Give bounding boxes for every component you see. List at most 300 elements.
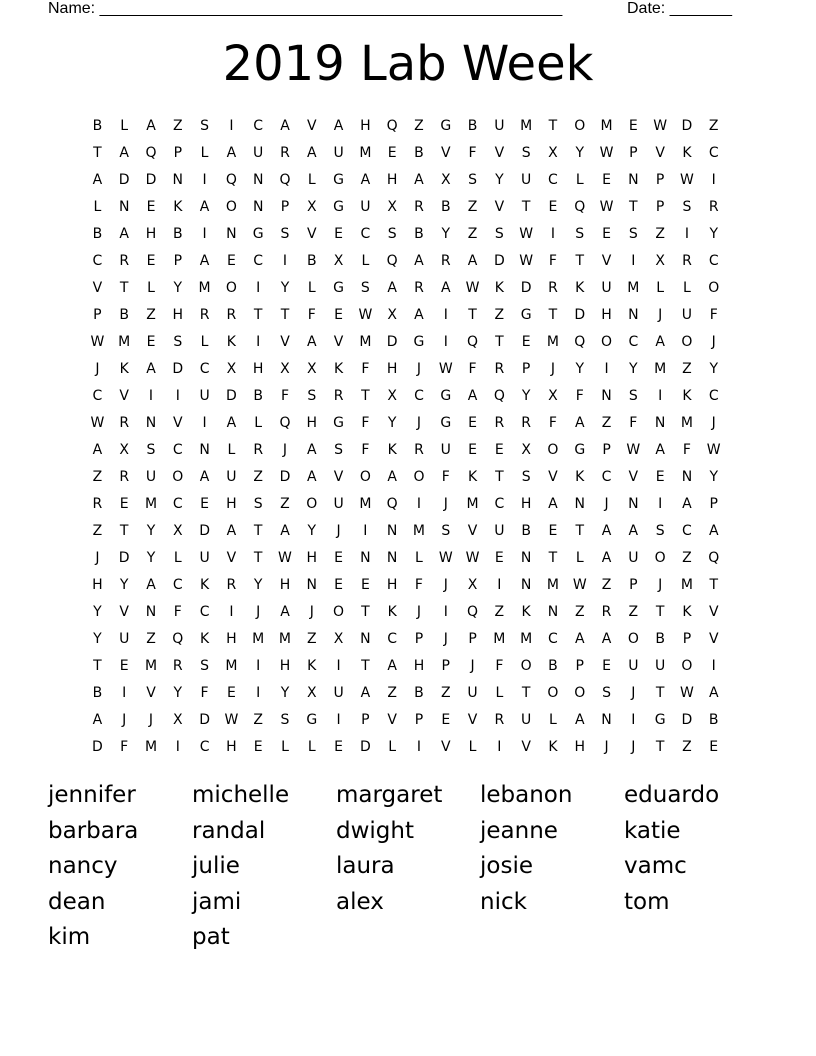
grid-cell: O	[359, 468, 371, 485]
grid-cell: R	[682, 252, 692, 269]
grid-cell: D	[199, 522, 210, 539]
grid-cell: N	[118, 198, 130, 215]
grid-cell: R	[199, 306, 210, 323]
grid-cell: X	[306, 198, 317, 215]
grid-cell: A	[601, 522, 612, 539]
grid-cell: X	[521, 441, 531, 458]
grid-cell: P	[93, 306, 102, 323]
grid-cell: K	[307, 657, 317, 674]
grid-cell: F	[361, 414, 370, 431]
grid-cell: N	[628, 306, 639, 323]
grid-cell: Y	[173, 279, 183, 296]
grid-cell: D	[681, 711, 693, 728]
grid-cell: N	[628, 171, 639, 188]
grid-cell: Z	[92, 468, 103, 485]
grid-cell: Y	[280, 684, 290, 701]
grid-cell: V	[708, 603, 719, 620]
grid-cell: C	[708, 144, 719, 161]
grid-cell: A	[226, 522, 237, 539]
grid-cell: R	[521, 414, 532, 431]
grid-cell: O	[333, 603, 345, 620]
grid-cell: G	[333, 198, 344, 215]
grid-cell: T	[575, 252, 585, 269]
grid-cell: I	[256, 333, 261, 350]
grid-cell: V	[333, 468, 344, 485]
grid-cell: E	[146, 333, 156, 350]
grid-cell: M	[466, 495, 479, 512]
grid-cell: B	[414, 225, 424, 242]
grid-cell: B	[306, 252, 317, 269]
grid-cell: Z	[682, 360, 692, 377]
grid-cell: A	[440, 279, 451, 296]
grid-cell: W	[278, 549, 292, 566]
grid-cell: R	[119, 468, 130, 485]
grid-cell: Y	[146, 522, 156, 539]
grid-cell: R	[172, 657, 183, 674]
grid-cell: I	[416, 495, 422, 512]
grid-cell: E	[146, 252, 156, 269]
grid-cell: Z	[92, 522, 103, 539]
grid-cell: R	[226, 306, 237, 323]
grid-cell: C	[387, 630, 398, 647]
grid-cell: R	[548, 279, 558, 296]
grid-cell: H	[172, 306, 184, 323]
grid-cell: G	[333, 279, 344, 296]
grid-cell: A	[682, 495, 692, 512]
grid-cell: R	[119, 414, 130, 431]
grid-cell: U	[655, 657, 666, 674]
grid-cell: Y	[575, 144, 585, 161]
grid-cell: S	[468, 171, 477, 188]
grid-cell: E	[334, 225, 343, 242]
grid-cell: O	[627, 630, 639, 647]
grid-cell: H	[226, 738, 237, 755]
grid-cell: X	[333, 252, 344, 269]
grid-cell: X	[119, 441, 129, 458]
grid-cell: M	[359, 144, 372, 161]
grid-cell: V	[628, 468, 639, 485]
grid-cell: G	[252, 225, 264, 242]
grid-cell: L	[120, 117, 129, 134]
grid-cell: A	[628, 522, 639, 539]
grid-cell: R	[253, 441, 264, 458]
grid-cell: V	[173, 414, 183, 431]
grid-cell: R	[494, 414, 505, 431]
grid-cell: J	[658, 306, 663, 323]
grid-cell: R	[494, 360, 505, 377]
grid-cell: W	[224, 711, 239, 728]
grid-cell: J	[416, 360, 422, 377]
grid-cell: M	[118, 333, 131, 350]
grid-cell: E	[709, 738, 719, 755]
grid-cell: E	[200, 495, 210, 512]
grid-cell: L	[200, 333, 209, 350]
grid-cell: Y	[173, 684, 183, 701]
grid-cell: A	[708, 522, 719, 539]
grid-cell: Z	[172, 117, 183, 134]
grid-cell: F	[468, 360, 477, 377]
grid-cell: C	[601, 468, 612, 485]
grid-cell: O	[306, 495, 318, 512]
grid-cell: J	[604, 495, 609, 512]
grid-cell: T	[548, 117, 558, 134]
grid-cell: V	[333, 333, 344, 350]
grid-cell: V	[92, 279, 103, 296]
grid-cell: J	[470, 657, 475, 674]
grid-cell: I	[443, 306, 448, 323]
grid-cell: A	[655, 441, 665, 458]
grid-cell: H	[386, 360, 398, 377]
grid-cell: I	[336, 657, 341, 674]
word-list-item: dwight	[336, 817, 414, 844]
grid-cell: R	[414, 441, 424, 458]
grid-cell: A	[387, 279, 397, 296]
grid-cell: P	[521, 360, 531, 377]
grid-cell: E	[628, 117, 638, 134]
grid-cell: S	[253, 495, 263, 512]
grid-cell: T	[93, 657, 102, 674]
grid-cell: X	[306, 684, 317, 701]
grid-cell: E	[521, 333, 531, 350]
grid-cell: D	[118, 549, 130, 566]
word-list-item: laura	[336, 853, 395, 879]
grid-cell: M	[359, 495, 372, 512]
grid-cell: K	[199, 630, 210, 647]
grid-cell: A	[601, 549, 612, 566]
grid-cell: Z	[440, 684, 451, 701]
grid-cell: W	[438, 360, 453, 377]
grid-cell: A	[146, 360, 156, 377]
word-list-item: jennifer	[48, 782, 136, 808]
grid-cell: V	[306, 225, 317, 242]
word-list-item: julie	[192, 853, 240, 879]
word-list-item: alex	[336, 888, 384, 915]
grid-cell: U	[494, 117, 505, 134]
grid-cell: A	[226, 414, 237, 431]
grid-cell: V	[521, 738, 531, 755]
grid-cell: I	[631, 252, 636, 269]
grid-cell: E	[468, 441, 477, 458]
grid-cell: C	[172, 576, 183, 593]
grid-cell: C	[414, 387, 424, 404]
grid-cell: U	[628, 657, 639, 674]
grid-cell: H	[413, 657, 425, 674]
grid-cell: J	[282, 441, 288, 458]
grid-cell: R	[414, 198, 424, 215]
grid-cell: Q	[145, 144, 157, 161]
grid-cell: A	[548, 495, 558, 512]
grid-cell: O	[520, 657, 532, 674]
grid-cell: J	[604, 738, 609, 755]
grid-cell: E	[468, 414, 477, 431]
grid-cell: Y	[387, 414, 397, 431]
grid-cell: B	[414, 684, 424, 701]
grid-cell: A	[306, 468, 317, 485]
grid-cell: A	[280, 603, 290, 620]
grid-cell: F	[629, 414, 638, 431]
grid-cell: B	[92, 225, 103, 242]
grid-cell: U	[521, 711, 532, 728]
grid-cell: P	[414, 711, 424, 728]
grid-cell: N	[547, 603, 559, 620]
grid-cell: M	[600, 117, 613, 134]
grid-cell: J	[416, 414, 422, 431]
grid-cell: A	[574, 711, 585, 728]
grid-cell: T	[655, 684, 665, 701]
grid-cell: Y	[441, 225, 451, 242]
grid-cell: H	[386, 171, 398, 188]
grid-cell: R	[119, 252, 130, 269]
grid-cell: X	[655, 252, 665, 269]
grid-cell: V	[146, 684, 156, 701]
grid-cell: C	[548, 171, 558, 188]
grid-cell: M	[359, 333, 372, 350]
grid-cell: J	[95, 549, 100, 566]
grid-cell: K	[494, 279, 504, 296]
grid-cell: W	[465, 549, 480, 566]
grid-cell: D	[359, 738, 371, 755]
grid-cell: A	[360, 684, 371, 701]
grid-cell: S	[575, 225, 585, 242]
grid-cell: P	[361, 711, 370, 728]
grid-cell: J	[658, 576, 663, 593]
grid-cell: R	[414, 279, 424, 296]
grid-cell: N	[252, 198, 264, 215]
grid-cell: I	[604, 360, 609, 377]
grid-cell: P	[414, 630, 424, 647]
grid-cell: K	[226, 333, 236, 350]
grid-cell: K	[682, 144, 692, 161]
grid-cell: C	[708, 252, 719, 269]
grid-cell: Y	[307, 522, 317, 539]
grid-cell: T	[468, 306, 477, 323]
grid-cell: E	[226, 252, 236, 269]
grid-cell: Y	[709, 225, 718, 242]
grid-cell: B	[467, 117, 478, 134]
grid-cell: M	[627, 279, 640, 296]
grid-cell: K	[119, 360, 129, 377]
grid-cell: A	[601, 630, 612, 647]
grid-cell: C	[253, 117, 264, 134]
grid-cell: X	[280, 360, 290, 377]
grid-cell: X	[440, 171, 451, 188]
grid-cell: R	[92, 495, 103, 512]
grid-cell: A	[467, 387, 478, 404]
grid-cell: O	[574, 117, 586, 134]
grid-cell: U	[440, 441, 451, 458]
grid-cell: D	[386, 333, 398, 350]
grid-cell: Y	[119, 576, 129, 593]
grid-cell: N	[681, 468, 693, 485]
grid-cell: C	[199, 603, 210, 620]
grid-cell: I	[256, 657, 261, 674]
grid-cell: F	[173, 603, 182, 620]
word-list-item: kim	[48, 924, 91, 950]
grid-cell: P	[709, 495, 718, 512]
grid-cell: L	[495, 684, 504, 701]
grid-cell: C	[172, 441, 183, 458]
grid-cell: O	[681, 333, 693, 350]
grid-cell: H	[574, 738, 585, 755]
grid-cell: F	[548, 252, 557, 269]
grid-cell: T	[575, 522, 585, 539]
grid-cell: E	[119, 495, 129, 512]
grid-cell: S	[280, 225, 290, 242]
grid-cell: H	[145, 225, 157, 242]
word-list-item: margaret	[336, 782, 443, 808]
grid-cell: F	[495, 657, 504, 674]
grid-cell: H	[306, 549, 318, 566]
grid-cell: C	[92, 252, 103, 269]
grid-cell: E	[602, 171, 611, 188]
grid-cell: H	[360, 117, 371, 134]
grid-cell: H	[279, 576, 291, 593]
grid-cell: E	[655, 468, 665, 485]
grid-cell: F	[468, 144, 477, 161]
grid-cell: X	[548, 387, 558, 404]
word-list-item: dean	[48, 888, 106, 915]
grid-cell: L	[227, 441, 236, 458]
grid-cell: B	[414, 144, 424, 161]
grid-cell: H	[279, 657, 291, 674]
word-list-item: katie	[624, 817, 681, 844]
grid-cell: B	[92, 117, 103, 134]
word-list-item: nick	[480, 888, 527, 915]
grid-cell: U	[521, 171, 532, 188]
grid-cell: X	[387, 306, 397, 323]
word-list-item: lebanon	[480, 782, 573, 808]
grid-cell: N	[520, 549, 532, 566]
grid-cell: M	[225, 657, 238, 674]
grid-cell: K	[682, 387, 692, 404]
grid-cell: N	[386, 549, 398, 566]
grid-cell: V	[440, 144, 451, 161]
grid-cell: C	[92, 387, 103, 404]
grid-cell: B	[655, 630, 665, 647]
grid-cell: W	[90, 333, 105, 350]
grid-cell: J	[336, 522, 341, 539]
grid-cell: E	[119, 657, 129, 674]
grid-cell: S	[441, 522, 451, 539]
grid-cell: G	[574, 441, 586, 458]
grid-cell: W	[706, 441, 721, 458]
grid-cell: K	[682, 603, 692, 620]
grid-cell: S	[173, 333, 183, 350]
grid-cell: Q	[574, 198, 586, 215]
grid-cell: Z	[467, 225, 478, 242]
grid-cell: C	[628, 333, 639, 350]
grid-cell: Q	[386, 117, 398, 134]
grid-cell: Z	[387, 684, 397, 701]
grid-cell: M	[144, 495, 158, 512]
grid-cell: O	[225, 198, 237, 215]
grid-cell: T	[521, 684, 531, 701]
grid-cell: I	[256, 684, 261, 701]
grid-cell: T	[361, 657, 370, 674]
grid-cell: A	[387, 468, 397, 485]
grid-cell: S	[280, 711, 290, 728]
grid-cell: D	[279, 468, 291, 485]
grid-cell: G	[306, 711, 318, 728]
grid-cell: D	[172, 360, 184, 377]
grid-cell: Q	[574, 333, 586, 350]
grid-cell: J	[309, 603, 314, 620]
grid-cell: G	[440, 117, 452, 134]
grid-cell: K	[575, 468, 585, 485]
grid-cell: N	[252, 171, 264, 188]
word-list-item: josie	[480, 853, 533, 879]
grid-cell: Y	[709, 468, 718, 485]
grid-cell: X	[387, 198, 397, 215]
grid-cell: U	[119, 630, 130, 647]
grid-cell: T	[521, 198, 531, 215]
grid-cell: L	[468, 738, 477, 755]
grid-cell: S	[307, 387, 317, 404]
grid-cell: S	[494, 225, 504, 242]
word-list-item: pat	[192, 924, 230, 950]
grid-cell: W	[358, 306, 373, 323]
grid-cell: W	[680, 171, 694, 188]
grid-cell: C	[199, 360, 210, 377]
word-list	[48, 778, 768, 956]
grid-cell: I	[443, 333, 448, 350]
grid-cell: Z	[146, 630, 156, 647]
grid-cell: N	[360, 630, 371, 647]
grid-cell: X	[226, 360, 237, 377]
grid-cell: O	[601, 333, 613, 350]
grid-cell: G	[654, 711, 666, 728]
grid-cell: Z	[253, 468, 263, 485]
grid-cell: U	[628, 549, 639, 566]
grid-cell: M	[144, 657, 158, 674]
grid-cell: I	[497, 738, 502, 755]
grid-cell: X	[548, 144, 558, 161]
grid-cell: W	[438, 549, 453, 566]
grid-cell: C	[494, 495, 505, 512]
grid-cell: N	[360, 549, 371, 566]
grid-cell: E	[253, 738, 263, 755]
grid-cell: E	[441, 711, 451, 728]
grid-cell: I	[336, 711, 341, 728]
grid-cell: W	[465, 279, 480, 296]
grid-cell: G	[333, 414, 344, 431]
grid-cell: Z	[280, 495, 290, 512]
grid-cell: D	[225, 387, 237, 404]
grid-cell: G	[520, 306, 532, 323]
grid-cell: O	[172, 468, 184, 485]
grid-cell: A	[280, 117, 290, 134]
grid-cell: K	[173, 198, 183, 215]
grid-cell: M	[520, 117, 533, 134]
grid-cell: Z	[601, 576, 612, 593]
grid-cell: A	[119, 225, 129, 242]
grid-cell: G	[333, 171, 344, 188]
grid-cell: M	[144, 738, 158, 755]
grid-cell: V	[387, 711, 397, 728]
grid-cell: N	[628, 495, 639, 512]
grid-cell: K	[575, 279, 585, 296]
grid-cell: T	[655, 603, 665, 620]
grid-cell: G	[440, 387, 452, 404]
grid-cell: V	[494, 198, 505, 215]
grid-cell: U	[145, 468, 157, 485]
grid-cell: K	[333, 360, 344, 377]
grid-cell: E	[334, 306, 343, 323]
grid-cell: C	[172, 495, 183, 512]
grid-cell: D	[145, 171, 157, 188]
grid-cell: J	[443, 576, 448, 593]
grid-cell: U	[601, 279, 612, 296]
